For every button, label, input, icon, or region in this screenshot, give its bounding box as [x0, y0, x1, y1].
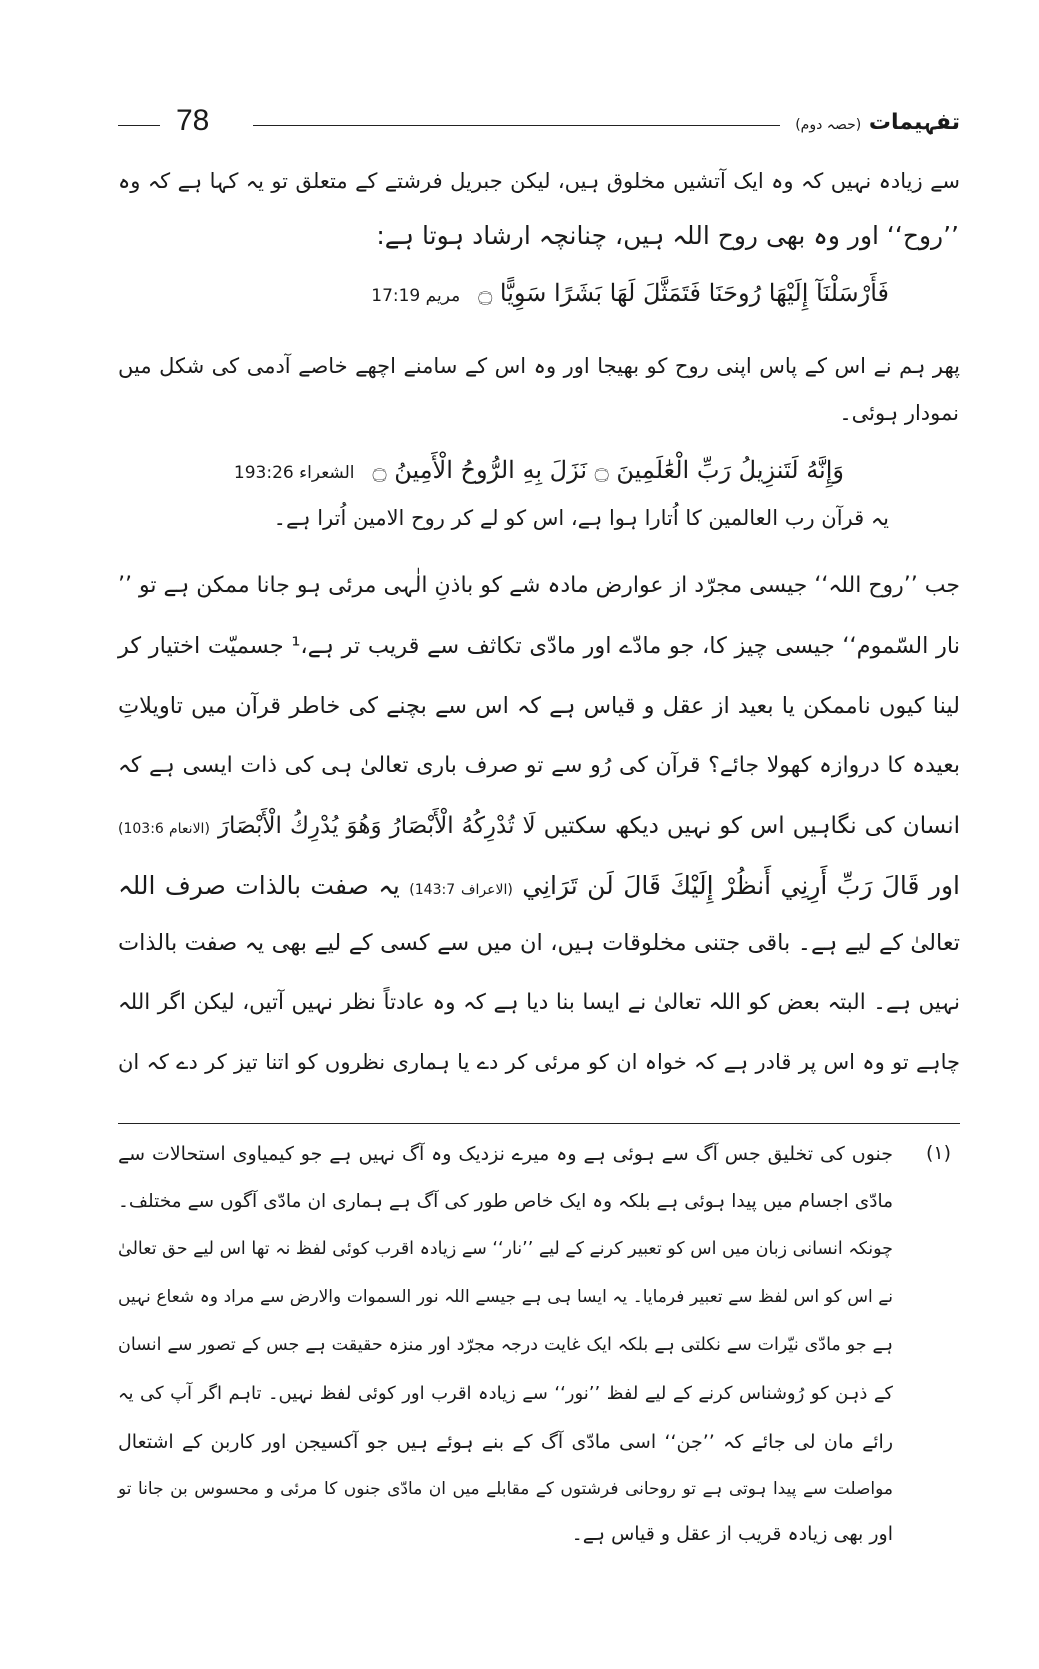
body-line-with-verse: [118, 870, 960, 903]
header-dash: [118, 125, 160, 126]
footnote-marker: (۱): [925, 1142, 951, 1164]
book-part: (حصہ دوم): [795, 117, 862, 133]
footnote-line: ہے جو مادّی نیّرات سے نکلتی ہے بلکہ ایک غایت درجہ مجرّد اور منزہ حقیقت ہے جس کے تصور سے انسان: [118, 1335, 893, 1355]
footnote-line: رائے مان لی جائے کہ ’’جن‘‘ اسی مادّی آگ کے بنے ہوئے ہیں جو آکسیجن اور کاربن کے اشتعال: [118, 1431, 893, 1453]
footnote-line: جنوں کی تخلیق جس آگ سے ہوئی ہے وہ میرے نزدیک وہ آگ نہیں ہے جو کیمیاوی استحالات سے: [118, 1143, 893, 1165]
footnote-rule: [118, 1123, 960, 1124]
inline-ayah: قَالَ رَبِّ أَرِنِي أَنظُرْ إِلَيْكَ قَالَ لَن تَرَانِي: [522, 871, 920, 900]
footnote-line: اور بھی زیادہ قریب از عقل و قیاس ہے۔: [571, 1523, 893, 1545]
footnote-line: نے اس کو اس لفظ سے تعبیر فرمایا۔ یہ ایسا ہی ہے جیسے اللہ نور السموات والارض سے مراد وہ شعاع نہیں: [118, 1287, 893, 1307]
verse-reference: الشعراء 193:26: [233, 463, 355, 483]
quran-verse-shuara: [234, 455, 844, 486]
body-line: جب ’’روح اللہ‘‘ جیسی مجرّد از عوارض مادہ شے کو باذنِ الٰہی مرئی ہو جانا ممکن ہے تو ’’: [118, 573, 960, 598]
translation-line: پھر ہم نے اس کے پاس اپنی روح کو بھیجا اور وہ اس کے سامنے اچھے خاصے آدمی کی شکل میں: [118, 354, 960, 378]
body-line: نہیں ہے۔ البتہ بعض کو اللہ تعالیٰ نے ایسا بنا دیا ہے کہ وہ عادتاً نظر نہیں آتیں، لیکن اگر اللہ: [118, 990, 960, 1015]
footnote-line: مواصلت سے پیدا ہوتی ہے تو روحانی فرشتوں کے مقابلے میں ان مادّی جنوں کا مرئی و محسوس بن جانا تو: [118, 1479, 893, 1499]
body-line: لینا کیوں ناممکن یا بعید از عقل و قیاس ہے کہ اس سے بچنے کی خاطر قرآن میں تاویلاتِ: [118, 693, 960, 719]
ayah-text: فَأَرْسَلْنَآ إِلَيْهَا رُوحَنَا فَتَمَثَّلَ لَهَا بَشَرًا سَوِيًّا ۝: [478, 279, 889, 307]
body-line: نار السّموم‘‘ جیسی چیز کا، جو مادّے اور مادّی تکاثف سے قریب تر ہے،¹ جسمیّت اختیار کر: [118, 633, 960, 659]
footnote-line: مادّی اجسام میں پیدا ہوئی ہے بلکہ وہ ایک خاص طور کی آگ ہے ہماری ان مادّی آگوں سے مختلف۔: [118, 1191, 893, 1212]
line-text: اور: [928, 871, 960, 900]
verse-reference: مریم 17:19: [371, 286, 461, 306]
running-header: [118, 104, 960, 144]
body-line: بعیدہ کا دروازہ کھولا جائے؟ قرآن کی رُو سے تو صرف باری تعالیٰ ہی کی ذات ایسی ہے کہ: [118, 753, 960, 778]
body-line: ’’روح‘‘ اور وہ بھی روح اللہ ہیں، چنانچہ ارشاد ہوتا ہے:: [376, 221, 959, 250]
footnote-line: کے ذہن کو رُوشناس کرنے کے لیے لفظ ’’نور‘‘ سے زیادہ اقرب اور کوئی لفظ نہیں۔ تاہم اگر آپ کی یہ: [118, 1383, 893, 1404]
body-line: سے زیادہ نہیں کہ وہ ایک آتشیں مخلوق ہیں، لیکن جبریل فرشتے کے متعلق تو یہ کہا ہے کہ وہ: [118, 169, 960, 193]
ayah-text: وَإِنَّهُ لَتَنزِيلُ رَبِّ الْعَٰلَمِينَ ۝ نَزَلَ بِهِ الرُّوحُ الْأَمِينُ ۝: [372, 456, 844, 484]
book-title: [795, 110, 960, 135]
line-text: انسان کی نگاہیں اس کو نہیں دیکھ سکتیں: [543, 813, 961, 839]
body-line: تعالیٰ کے لیے ہے۔ باقی جتنی مخلوقات ہیں، ان میں سے کسی کے لیے بھی یہ صفت بالذات: [118, 930, 960, 956]
inline-ayah: لَا تُدْرِكُهُ الْأَبْصَارُ وَهُوَ يُدْرِكُ الْأَبْصَارَ: [217, 813, 536, 839]
body-line: چاہے تو وہ اس پر قادر ہے کہ خواہ ان کو مرئی کر دے یا ہماری نظروں کو اتنا تیز کر دے کہ ان: [118, 1050, 960, 1074]
page-number: 78: [176, 104, 210, 137]
line-text: یہ صفت بالذات صرف اللہ: [118, 871, 400, 900]
body-line-with-verse: [118, 812, 960, 842]
header-rule: [253, 125, 780, 126]
footnote-line: چونکہ انسانی زبان میں اس کو تعبیر کرنے کے لیے ’’نار‘‘ سے زیادہ اقرب کوئی لفظ نہ تھا اس لیے حق تعالیٰ: [118, 1239, 893, 1259]
translation-line: نمودار ہوئی۔: [839, 401, 959, 425]
quran-verse-maryam: [371, 278, 889, 309]
verse-reference: (الانعام 103:6): [118, 821, 210, 837]
book-title-text: تفہیمات: [868, 110, 960, 135]
verse-reference: (الاعراف 143:7): [409, 882, 513, 898]
translation-line: یہ قرآن رب العالمین کا اُتارا ہوا ہے، اس کو لے کر روح الامین اُترا ہے۔: [273, 506, 889, 530]
